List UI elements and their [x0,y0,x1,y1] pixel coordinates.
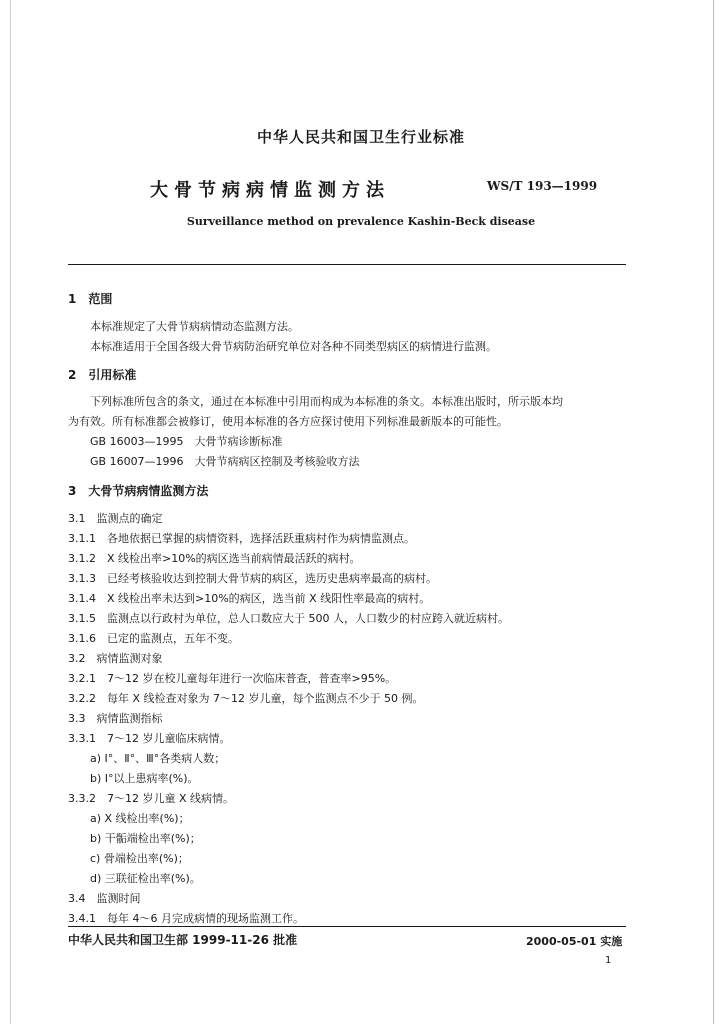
standard-number: WS/T 193—1999 [487,179,598,193]
issuing-sector: 中华人民共和国卫生行业标准 [256,128,465,146]
scan-edge-right [713,0,722,1024]
section-heading: 3 大骨节病病情监测方法 [68,484,209,498]
clause-item: 3.1 监测点的确定 [68,512,163,525]
sub-item: a) Ⅰ°、Ⅱ°、Ⅲ°各类病人数； [90,752,226,765]
clause-item: 3.4.1 每年 4～6 月完成病情的现场监测工作。 [68,912,304,925]
clause-item: 3.1.3 已经考核验收达到控制大骨节病的病区，选历史患病率最高的病村。 [68,572,437,585]
sub-item: c) 骨端检出率(%)； [90,852,189,865]
reference-item: GB 16003—1995 大骨节病诊断标准 [90,435,283,448]
sub-item: b) 干骺端检出率(%)； [90,832,201,845]
document-title: 大骨节病病情监测方法 [150,180,390,201]
clause-item: 3.1.4 X 线检出率未达到>10%的病区，选当前 X 线阳性率最高的病村。 [68,592,431,605]
header-rule [68,264,626,265]
sub-item: d) 三联征检出率(%)。 [90,872,201,885]
clause-item: 3.2.1 7～12 岁在校儿童每年进行一次临床普查，普查率>95%。 [68,672,397,685]
approval-note: 中华人民共和国卫生部 1999-11-26 批准 [68,933,298,947]
clause-item: 3.1.2 X 线检出率>10%的病区选当前病情最活跃的病村。 [68,552,361,565]
scan-edge-left [0,0,11,1024]
clause-item: 3.2.2 每年 X 线检查对象为 7～12 岁儿童，每个监测点不少于 50 例。 [68,692,424,705]
paragraph-line: 本标准适用于全国各级大骨节病防治研究单位对各种不同类型病区的病情进行监测。 [90,340,497,353]
page-number: 1 [605,955,612,966]
sub-item: a) X 线检出率(%)； [90,812,190,825]
clause-item: 3.3.2 7～12 岁儿童 X 线病情。 [68,792,235,805]
implementation-date: 2000-05-01 实施 [526,935,623,948]
footer-rule [68,926,626,927]
clause-item: 3.1.6 已定的监测点，五年不变。 [68,632,239,645]
clause-item: 3.3.1 7～12 岁儿童临床病情。 [68,732,231,745]
clause-item: 3.2 病情监测对象 [68,652,163,665]
clause-item: 3.1.5 监测点以行政村为单位，总人口数应大于 500 人，人口数少的村应跨入就近病村。 [68,612,509,625]
paragraph-line: 下列标准所包含的条文，通过在本标准中引用而构成为本标准的条文。本标准出版时，所示版本均 [90,395,563,408]
english-title: Surveillance method on prevalence Kashin-Beck disease [186,215,536,228]
clause-item: 3.4 监测时间 [68,892,141,905]
clause-item: 3.1.1 各地依据已掌握的病情资料，选择活跃重病村作为病情监测点。 [68,532,415,545]
reference-item: GB 16007—1996 大骨节病病区控制及考核验收方法 [90,455,360,468]
paragraph-line: 本标准规定了大骨节病病情动态监测方法。 [90,320,299,333]
section-heading: 2 引用标准 [68,368,137,382]
sub-item: b) Ⅰ°以上患病率(%)。 [90,772,199,785]
paragraph-line: 为有效。所有标准都会被修订，使用本标准的各方应探讨使用下列标准最新版本的可能性。 [68,415,508,428]
section-heading: 1 范围 [68,292,113,306]
clause-item: 3.3 病情监测指标 [68,712,163,725]
